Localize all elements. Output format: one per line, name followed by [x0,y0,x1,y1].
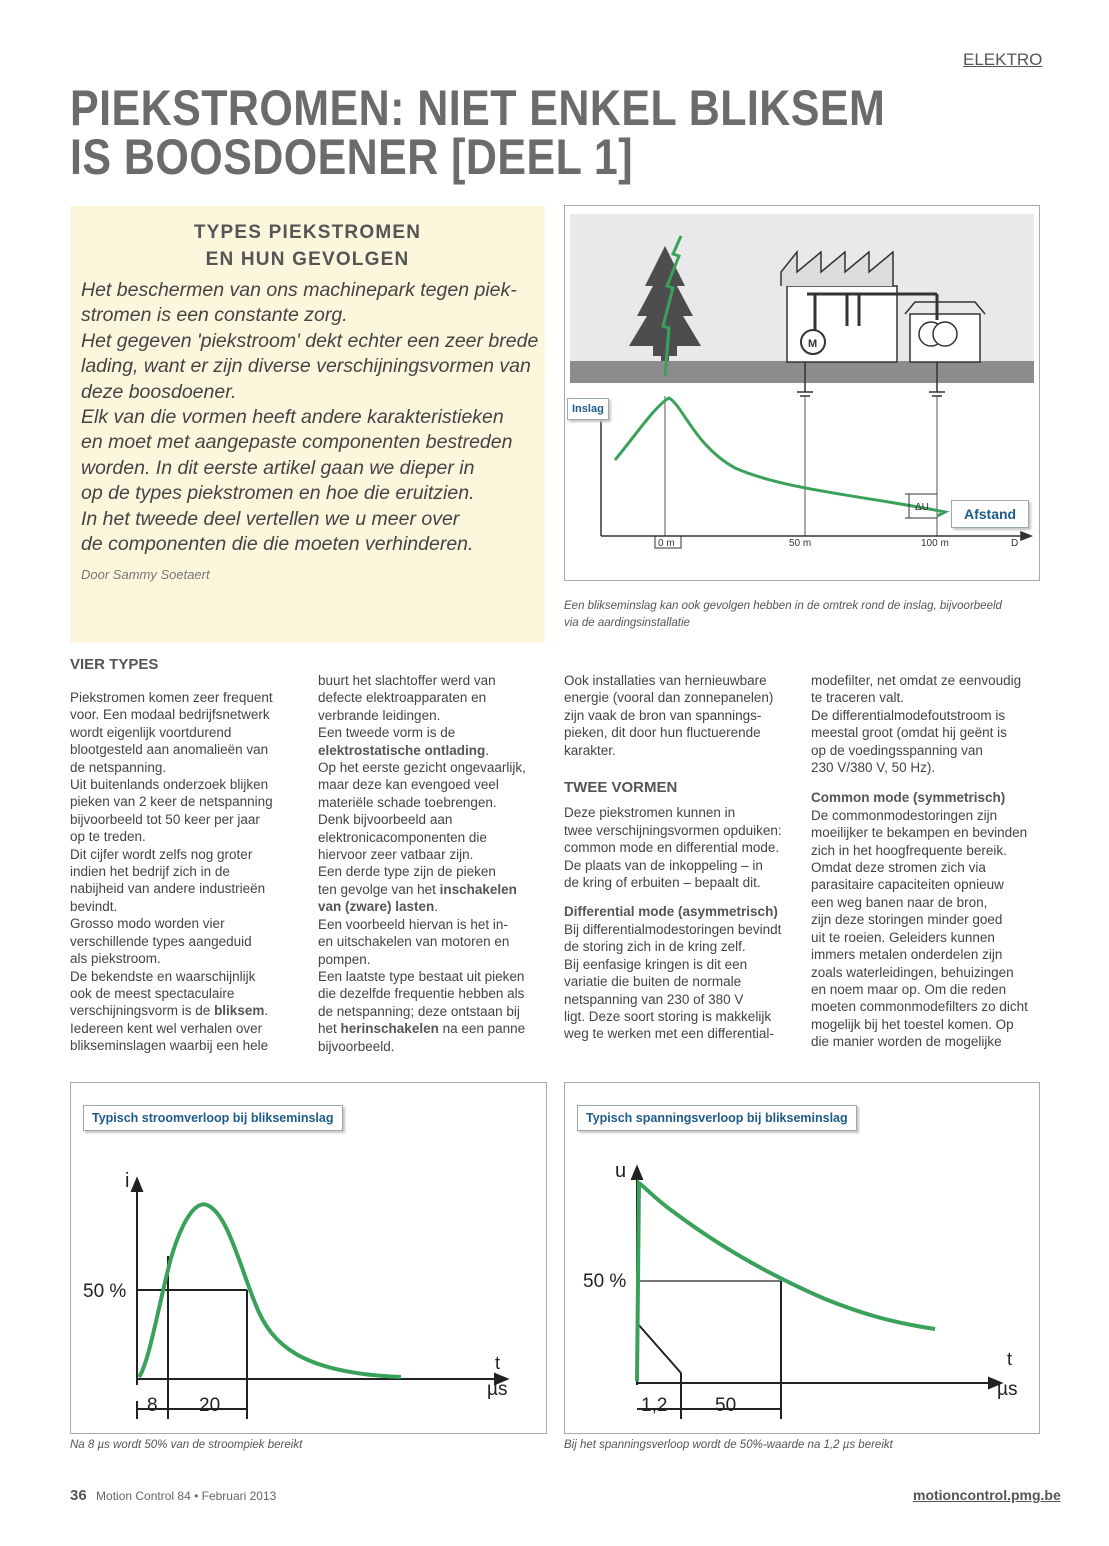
text-run: twee verschijningsvormen opduiken: [564,822,782,838]
intro-line: deze boosdoener. [81,380,237,403]
text-line [318,794,526,811]
voltage-figure [564,1082,1040,1434]
text-run: Piekstromen komen zeer frequent [70,690,273,705]
intro-title-line1: TYPES PIEKSTROMEN [193,222,422,243]
text-line [564,742,782,759]
text-run: de netspanning; deze ontstaan bij [318,1003,520,1019]
text-run: bijvoorbeeld. [318,1038,395,1054]
text-run: blootgesteld aan anomalieën van [70,742,269,758]
text-run: netspanning van 230 of 380 V [564,991,744,1007]
text-line [811,964,1028,981]
text-run: ook de meest spectaculaire [70,985,235,1001]
current-seg2-label: 20 [199,1395,221,1416]
text-run: Denk bijvoorbeeld aan [318,812,453,828]
text-run: weg te werken met een differential- [564,1026,774,1042]
text-line [811,929,1028,946]
current-figure-label: Typisch stroomverloop bij blikseminslag [83,1105,343,1131]
text-line [564,707,782,724]
voltage-seg1-label: 1,2 [641,1395,668,1416]
text-run: karakter. [564,742,616,758]
text-line [811,824,1028,841]
delta-u-label: ΔU [915,502,929,513]
text-run: blikseminslagen waarbij een hele [70,1038,269,1054]
footer-left [70,1487,276,1504]
current-figure-caption: Na 8 µs wordt 50% van de stroompiek bereikt [70,1439,303,1451]
text-run: De differentialmodefoutstroom is [811,707,1006,723]
motor-label: M [808,338,818,350]
text-line [318,707,526,724]
current-figure [70,1082,547,1434]
text-line [564,724,782,741]
text-run: meestal groot (omdat hij geënt is [811,725,1007,741]
intro-line: Het beschermen van ons machinepark tegen piek- [81,279,517,301]
text-run: Een voorbeeld hiervan is het in- [318,916,508,932]
text-line [70,724,273,741]
text-run: verbrande leidingen. [318,707,441,723]
text-line [811,672,1028,689]
voltage-curve-diagram [565,1083,1039,1433]
bold-term: herinschakelen [340,1021,439,1037]
tick-d: D [1011,538,1019,549]
text-run: nabijheid van andere industrieën [70,881,266,897]
text-line [318,916,526,933]
text-line [564,857,782,874]
intro-line: Het gegeven 'piekstroom' dekt echter een zeer brede [81,329,539,352]
text-run: . [264,1003,269,1019]
text-run: zoals waterleidingen, behuizingen [811,964,1014,980]
text-run: die dezelfde frequentie hebben als [318,986,525,1002]
text-run: energie (vooral dan zonnepanelen) [564,690,774,706]
intro-line: Elk van die vormen heeft andere karakteristieken [81,406,504,429]
voltage-axes [632,1167,1001,1419]
text-line [318,1003,526,1020]
text-line [318,742,526,759]
text-line [318,933,526,950]
text-run: Een tweede vorm is de [318,725,456,741]
text-line [318,1038,526,1055]
text-run: . [434,899,439,915]
bold-term: inschakelen [439,881,517,897]
tick-50m: 50 m [789,538,812,549]
bold-term: bliksem [214,1003,265,1019]
text-line [811,911,1028,928]
intro-line: op de types piekstromen en hoe die eruitzien. [81,482,475,505]
text-run: ligt. Deze soort storing is makkelijk [564,1008,772,1024]
text-line [564,672,782,689]
page-title [70,80,886,185]
text-line [318,829,526,846]
text-line [70,1002,273,1019]
text-line [811,876,1028,893]
text-run: parasitaire capaciteiten opnieuw [811,877,1004,893]
column-4-para-a [811,672,1028,776]
column-3-para-a [564,672,782,759]
text-line [564,921,782,938]
text-line [318,776,526,793]
figure-top-caption-line2: via de aardingsinstallatie [564,617,690,629]
text-run: defecte elektroapparaten en [318,690,487,706]
current-t-label: t [495,1353,501,1373]
text-line [70,811,273,828]
text-run: zich in het hoogfrequente bereik. [811,842,1007,858]
text-run: Bij differentialmodestoringen bevindt [564,921,782,937]
text-line [811,1033,1028,1050]
text-line [564,839,782,856]
subheading-differential: Differential mode (asymmetrisch) [564,904,778,920]
text-line [318,898,526,915]
text-line [318,759,526,776]
text-line [70,880,273,897]
voltage-unit-label: µs [997,1379,1018,1400]
text-line [318,951,526,968]
text-run: Ook installaties van hernieuwbare [564,673,767,688]
text-line [70,968,273,985]
text-line [70,828,273,845]
text-run: de kring of erbuiten – bepaalt dit. [564,875,761,891]
text-line [811,707,1028,724]
text-run: materiële schade toebrengen. [318,794,497,810]
text-line [318,689,526,706]
text-line [318,846,526,863]
text-line [811,842,1028,859]
text-line [564,956,782,973]
text-run: De bekendste en waarschijnlijk [70,968,256,984]
text-line [318,881,526,898]
text-line [70,846,273,863]
text-line [811,689,1028,706]
text-run: common mode en differential mode. [564,840,780,856]
footer-url-link[interactable]: motioncontrol.pmg.be [913,1487,1061,1503]
text-line [564,1008,782,1025]
text-run: Iedereen kent wel verhalen over [70,1020,263,1036]
text-run: buurt het slachtoffer werd van [318,673,496,688]
text-run: Grosso modo worden vier [70,916,225,932]
column-1 [70,689,273,1055]
text-run: een weg banen naar de bron, [811,894,988,910]
text-line [564,874,782,891]
text-line [70,1037,273,1054]
text-run: als piekstroom. [70,951,161,967]
column-3-para-b [564,804,782,891]
text-line [318,811,526,828]
text-run: op te treden. [70,829,146,845]
text-run: pieken van 2 keer de netspanning [70,794,273,810]
intro-line: de componenten die die moeten verhinderen. [81,533,474,556]
current-curve-diagram [71,1083,546,1433]
text-run: elektronicacomponenten die [318,829,487,845]
ground-strip [570,361,1034,383]
text-run: mogelijk bij het toestel komen. Op [811,1016,1014,1032]
text-run: pompen. [318,951,371,967]
text-run: uit te roeien. Geleiders kunnen [811,929,995,945]
text-line [811,759,1028,776]
text-run: en noem maar op. Om die reden [811,981,1007,997]
text-run: Bij eenfasige kringen is dit een [564,956,748,972]
intro-line: worden. In dit eerste artikel gaan we dieper in [81,456,475,479]
text-run: en uitschakelen van motoren en [318,934,510,950]
voltage-level-label: 50 % [583,1271,627,1292]
heading-twee-vormen: TWEE VORMEN [564,779,678,797]
text-line [564,938,782,955]
text-line [811,998,1028,1015]
text-run: Uit buitenlands onderzoek blijken [70,777,269,793]
text-line [70,950,273,967]
bold-term: van (zware) lasten [318,899,435,915]
intro-line: lading, want er zijn diverse verschijningsvormen van [81,355,531,378]
text-line [70,793,273,810]
byline: Door Sammy Soetaert [81,567,210,583]
voltage-t-label: t [1007,1349,1013,1369]
text-line [811,724,1028,741]
text-run: de storing zich in de kring zelf. [564,939,746,955]
text-line [318,863,526,880]
tick-0m: 0 m [658,538,675,549]
lightning-distance-figure [564,205,1040,581]
text-line [70,689,273,706]
page-number: 36 [70,1487,87,1504]
text-run: het [318,1021,341,1037]
voltage-figure-label: Typisch spanningsverloop bij blikseminslag [577,1105,857,1131]
page-title-line2: IS BOOSDOENER [DEEL 1] [70,129,633,185]
text-line [70,985,273,1002]
text-line [811,859,1028,876]
text-run: indien het bedrijf zich in de [70,864,230,880]
text-run: moeten commonmodefilters zo dicht [811,999,1028,1015]
figure-top-caption [564,598,1002,632]
text-run: maar deze kan evengoed veel [318,777,499,793]
text-line [811,1016,1028,1033]
text-line [564,689,782,706]
text-run: immers metalen onderdelen zijn [811,947,1003,963]
text-run: voor. Een modaal bedrijfsnetwerk [70,707,270,723]
column-2 [318,672,526,1055]
text-run: wordt eigenlijk voortdurend [70,724,232,740]
current-y-axis-label: i [125,1170,130,1192]
text-line [70,776,273,793]
voltage-y-axis-label: u [615,1160,627,1182]
tick-100m: 100 m [921,538,949,549]
text-run: verschillende types aangeduid [70,933,252,949]
current-unit-label: µs [487,1379,508,1400]
text-run: bevindt. [70,898,118,914]
text-line [70,1020,273,1037]
heading-vier-types: VIER TYPES [70,656,159,673]
text-line [564,822,782,839]
intro-line: stromen is een constante zorg. [81,304,348,327]
text-line [564,973,782,990]
text-run: verschijningsvorm is de [70,1003,215,1019]
text-line [564,1025,782,1042]
current-level-label: 50 % [83,1281,127,1302]
text-line [70,933,273,950]
text-run: te traceren valt. [811,690,905,706]
inslag-label: Inslag [567,398,609,420]
text-line [564,991,782,1008]
intro-line: In het tweede deel vertellen we u meer over [81,507,460,530]
text-run: . [485,742,490,758]
column-3-para-c [564,921,782,1043]
text-line [70,915,273,932]
guide-lines [665,396,937,536]
text-line [318,985,526,1002]
voltage-seg2-label: 50 [715,1395,737,1416]
text-run: ten gevolge van het [318,881,440,897]
column-4 [811,672,1028,1051]
column-4-para-b [811,807,1028,1051]
text-line [811,981,1028,998]
intro-title [70,219,545,273]
intro-text [81,278,545,557]
text-line [811,742,1028,759]
text-run: Deze piekstromen kunnen in [564,805,736,821]
text-line [70,706,273,723]
text-run: Dit cijfer wordt zelfs nog groter [70,846,253,862]
text-run: Een laatste type bestaat uit pieken [318,968,525,984]
text-run: Omdat deze stromen zich via [811,860,986,876]
bold-term: elektrostatische ontlading [318,742,486,758]
text-line [70,741,273,758]
afstand-label: Afstand [951,500,1029,528]
text-run: die manier worden de mogelijke [811,1034,1002,1050]
column-3 [564,672,782,1043]
current-seg1-label: 8 [147,1395,158,1416]
text-run: modefilter, net omdat ze eenvoudig [811,673,1022,688]
text-line [318,724,526,741]
intro-line: en moet met aangepaste componenten bestreden [81,431,513,454]
figure-top-caption-line1: Een blikseminslag kan ook gevolgen hebben in de omtrek rond de inslag, bijvoorbeeld [564,600,1002,612]
text-line [564,804,782,821]
voltage-figure-caption: Bij het spanningsverloop wordt de 50%-waarde na 1,2 µs bereikt [564,1439,893,1451]
text-run: zijn vaak de bron van spannings- [564,707,762,723]
text-run: De plaats van de inkoppeling – in [564,857,763,873]
text-run: de netspanning. [70,759,167,775]
text-run: Op het eerste gezicht ongevaarlijk, [318,760,526,776]
text-line [811,946,1028,963]
text-run: 230 V/380 V, 50 Hz). [811,760,936,776]
text-run: Een derde type zijn de pieken [318,864,496,880]
section-label[interactable]: ELEKTRO [963,50,1043,69]
text-line [318,672,526,689]
text-run: moeilijker te bekampen en bevinden [811,825,1028,841]
magazine-issue: Motion Control 84 • Februari 2013 [96,1489,277,1503]
intro-box [70,206,545,643]
text-line [70,863,273,880]
text-run: pieken, dit door hun fluctuerende [564,725,761,741]
text-line [811,894,1028,911]
text-run: variatie die buiten de normale [564,974,742,990]
page-title-line1: PIEKSTROMEN: NIET ENKEL BLIKSEM [70,80,886,136]
text-run: op de voedingsspanning van [811,742,983,758]
text-line [318,1020,526,1037]
text-run: na een panne [438,1021,526,1037]
text-run: zijn deze storingen minder goed [811,912,1003,928]
text-line [811,807,1028,824]
text-run: De commonmodestoringen zijn [811,807,998,823]
intro-title-line2: EN HUN GEVOLGEN [205,249,410,270]
text-run: bijvoorbeeld tot 50 keer per jaar [70,811,260,827]
text-line [318,968,526,985]
text-line [70,759,273,776]
text-run: hiervoor zeer vatbaar zijn. [318,847,474,863]
subheading-common: Common mode (symmetrisch) [811,790,1006,806]
text-line [70,898,273,915]
